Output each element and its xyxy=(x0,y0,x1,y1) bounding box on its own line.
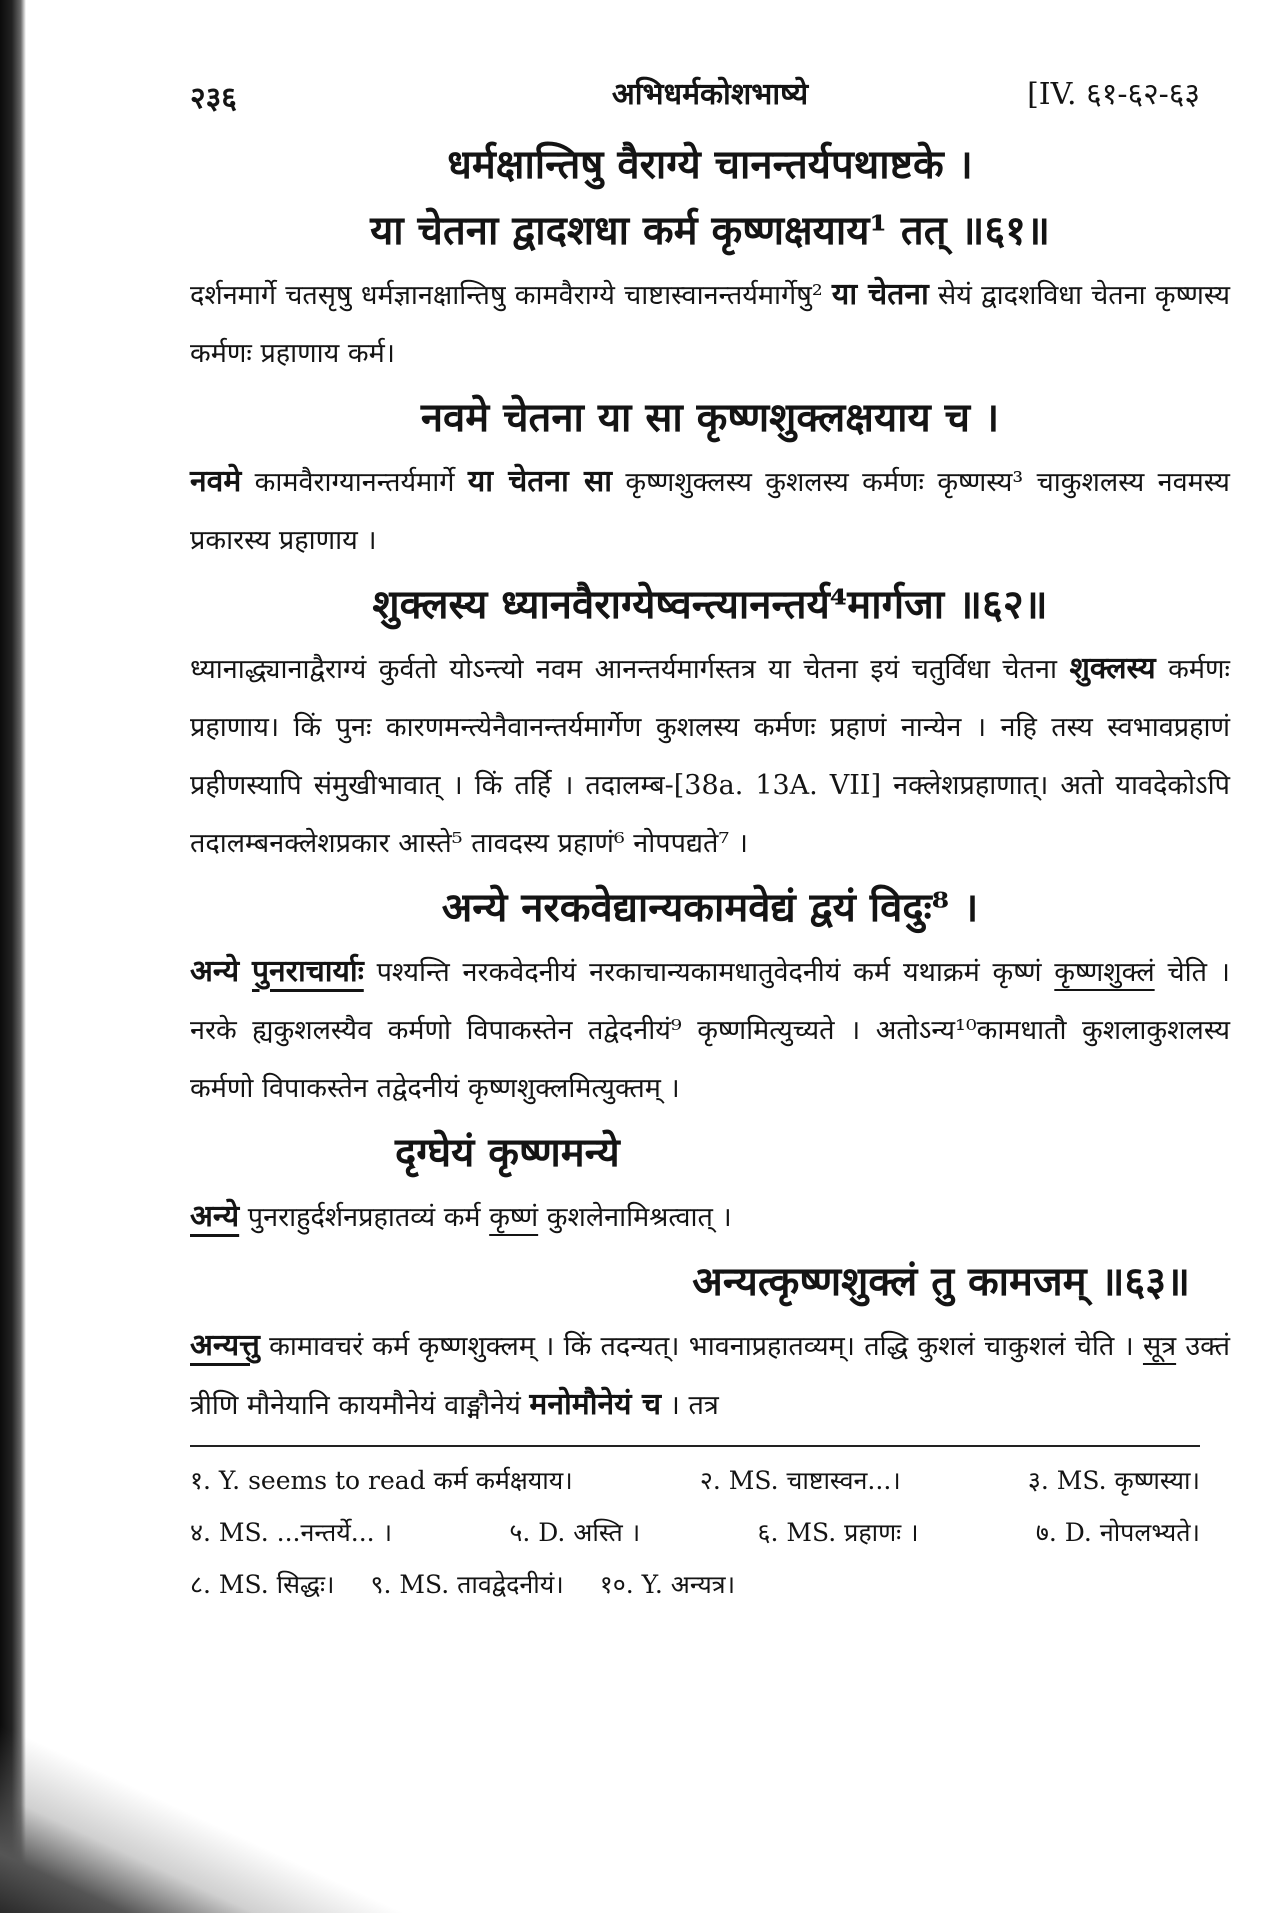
text-span: कुशलेनामिश्रत्वात् । xyxy=(546,1202,732,1233)
bold-term: नवमे xyxy=(190,464,242,499)
text-span: पुनराहुर्दर्शनप्रहातव्यं कर्म xyxy=(247,1202,481,1233)
footnote-7: ७. D. नोपलभ्यते। xyxy=(1035,1518,1200,1547)
footnote-row xyxy=(190,1455,1200,1507)
page-number: २३६ xyxy=(190,81,237,116)
footnote-6: ६. MS. प्रहाणः । xyxy=(757,1518,919,1547)
verse-61-line-1: धर्मक्षान्तिषु वैराग्ये चानन्तर्यपथाष्टके । xyxy=(447,141,973,188)
verse-reference: [IV. ६१-६२-६३ xyxy=(1027,77,1200,112)
verse-61-line-2: या चेतना द्वादशधा कर्म कृष्णक्षयाय¹ तत् ॥६१॥ xyxy=(370,207,1050,254)
bold-term-underlined: अन्यत्तु xyxy=(190,1328,260,1363)
text-span: पश्यन्ति नरकवेदनीयं नरकाचान्यकामधातुवेदनीयं कर्म यथाक्रमं कृष्णं xyxy=(376,957,1042,988)
footnotes xyxy=(190,1455,1230,1611)
bold-term-underlined: पुनराचार्याः xyxy=(251,954,364,989)
text-span: उक्तं त्रीणि मौनेयानि कायमौनेयं वाङ्मौनेयं xyxy=(190,1331,1230,1421)
bold-term: अन्ये xyxy=(190,954,240,989)
commentary-paragraph-6 xyxy=(190,1317,1230,1435)
commentary-paragraph-3 xyxy=(190,640,1230,873)
footnote-5: ५. D. अस्ति । xyxy=(509,1518,641,1547)
text-span: चेति । नरके ह्यकुशलस्यैव कर्मणो विपाकस्तेन तद्वेदनीयं⁹ कृष्णमित्युच्यते । अतोऽन्य¹⁰कामधातौ कुशलाकुशलस्य कर्मणो विपाकस्तेन तद्वेदनीयं कृष्णशुक्लमित्युक्तम् । xyxy=(190,957,1231,1104)
footnote-8: ८. MS. सिद्धः। xyxy=(190,1570,335,1599)
verse-62-line-1: नवमे चेतना या सा कृष्णशुक्लक्षयाय च । xyxy=(420,394,1000,441)
verse-drg: दृग्घेयं कृष्णमन्ये xyxy=(395,1129,620,1176)
document-page xyxy=(190,60,1230,1860)
footnote-4: ४. MS. ...नन्तर्ये... । xyxy=(190,1518,393,1547)
footnote-3: ३. MS. कृष्णस्या। xyxy=(1027,1466,1200,1495)
bold-term-underlined: अन्ये xyxy=(190,1199,240,1234)
text-span: । तत्र xyxy=(669,1390,719,1421)
footnote-10: १०. Y. अन्यत्र। xyxy=(599,1570,736,1599)
underlined-term: सूत्र xyxy=(1142,1331,1177,1362)
verse-anye: अन्ये नरकवेद्यान्यकामवेद्यं द्वयं विदुः⁸ । xyxy=(441,884,979,931)
running-header xyxy=(190,60,1230,130)
underlined-term: कृष्णं xyxy=(489,1202,539,1233)
commentary-paragraph-2 xyxy=(190,453,1230,570)
underlined-term: कृष्णशुक्लं xyxy=(1054,957,1155,988)
text-span: कृष्णशुक्लस्य कुशलस्य कर्मणः कृष्णस्य³ चाकुशलस्य नवमस्य प्रकारस्य प्रहाणाय । xyxy=(190,467,1230,556)
text-span: ध्यानाद्ध्यानाद्वैराग्यं कुर्वतो योऽन्त्यो नवम आनन्तर्यमार्गस्तत्र या चेतना इयं चतुर्विधा चेतना xyxy=(190,654,1057,685)
footnote-row xyxy=(190,1559,1200,1611)
bold-term: या चेतना xyxy=(831,277,929,312)
text-span: नक्लेशप्रहाणात्। अतो यावदेकोऽपि तदालम्बनक्लेशप्रकार आस्ते⁵ तावदस्य प्रहाणं⁶ नोपपद्यते⁷ । xyxy=(190,770,1230,859)
text-span: दर्शनमार्गे चतसृषु धर्मज्ञानक्षान्तिषु कामवैराग्ये चाष्टास्वानन्तर्यमार्गेषु² xyxy=(190,280,823,311)
running-title: अभिधर्मकोशभाष्ये xyxy=(611,77,809,112)
commentary-paragraph-4 xyxy=(190,943,1230,1118)
verse-62-line-2: शुक्लस्य ध्यानवैराग्येष्वन्त्यानन्तर्य⁴मार्गजा ॥६२॥ xyxy=(372,581,1048,628)
text-span: सेयं द्वादशविधा चेतना कृष्णस्य कर्मणः प्रहाणाय कर्म। xyxy=(190,280,1231,369)
footnote-row xyxy=(190,1507,1200,1559)
footnote-9: ९. MS. तावद्वेदनीयं। xyxy=(370,1570,564,1599)
bold-term: या चेतना सा xyxy=(467,464,613,499)
commentary-paragraph-5 xyxy=(190,1188,1230,1247)
text-span: कामावचरं कर्म कृष्णशुक्लम् । किं तदन्यत्। भावनाप्रहातव्यम्। तद्धि कुशलं चाकुशलं चेति । xyxy=(269,1331,1134,1362)
footnote-1: १. Y. seems to read कर्म कर्मक्षयाय। xyxy=(190,1466,573,1495)
bold-term: मनोमौनेयं च xyxy=(529,1387,662,1422)
commentary-paragraph-1 xyxy=(190,266,1230,383)
text-span: कर्मणः प्रहाणाय। किं पुनः कारणमन्त्येनैवानन्तर्यमार्गेण कुशलस्य कर्मणः प्रहाणं नान्येन । नहि तस्य स्वभावप्रहाणं प्रहीणस्यापि संमुखीभावात् । किं तर्हि । तदालम्ब- xyxy=(190,654,1230,801)
text-span: कामवैराग्यानन्तर्यमार्गे xyxy=(254,467,455,498)
manuscript-reference: [38a. 13A. VII] xyxy=(673,770,882,801)
verse-63: अन्यत्कृष्णशुक्लं तु कामजम् ॥६३॥ xyxy=(692,1258,1190,1305)
footnote-2: २. MS. चाष्टास्वन...। xyxy=(699,1466,901,1495)
bold-term: शुक्लस्य xyxy=(1069,651,1156,686)
footnote-rule xyxy=(190,1445,1200,1447)
